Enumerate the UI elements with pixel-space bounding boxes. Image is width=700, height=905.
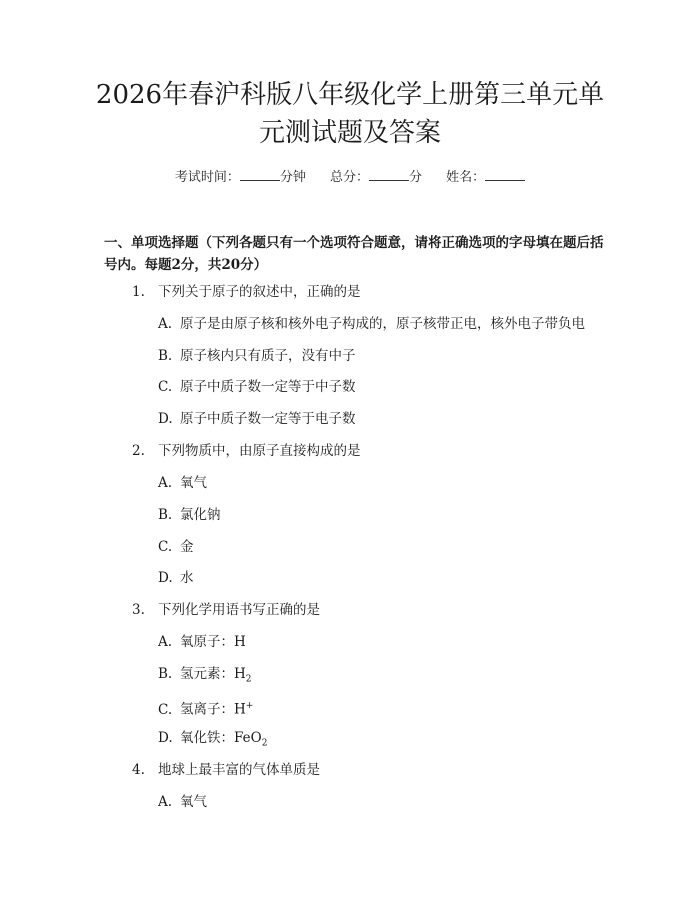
option-letter: A. — [158, 634, 173, 650]
exam-time-label: 考试时间： — [174, 170, 240, 185]
option-text: 原子中质子数一定等于电子数 — [180, 411, 356, 427]
option-letter: A. — [158, 475, 173, 491]
option-letter: C. — [158, 539, 173, 555]
option-letter: D. — [158, 411, 173, 427]
formula-subscript: 2 — [261, 738, 268, 749]
total-score-field — [330, 168, 422, 188]
total-score-unit: 分 — [409, 170, 423, 185]
question-1-option-d — [158, 409, 356, 429]
chemical-formula: H — [234, 666, 246, 682]
option-letter: B. — [158, 507, 173, 523]
option-text: 氧气 — [180, 794, 207, 810]
option-label: 氢元素： — [180, 666, 234, 682]
question-number: 1. — [132, 284, 145, 300]
question-text: 地球上最丰富的气体单质是 — [158, 762, 320, 778]
question-1-option-a — [158, 314, 585, 334]
option-text: 原子核内只有质子，没有中子 — [180, 348, 356, 364]
total-score-blank[interactable] — [369, 168, 409, 181]
exam-time-unit: 分钟 — [279, 170, 306, 185]
question-1-option-c — [158, 377, 356, 397]
student-name-label: 姓名： — [446, 170, 486, 185]
question-2-option-d — [158, 568, 194, 588]
exam-time-blank[interactable] — [240, 168, 280, 181]
question-2-option-c — [158, 537, 194, 557]
option-text: 金 — [180, 539, 194, 555]
option-letter: A. — [158, 316, 173, 332]
student-name-blank[interactable] — [485, 168, 525, 181]
question-2-option-a — [158, 473, 207, 493]
option-text: 水 — [180, 570, 194, 586]
option-label: 氢离子： — [180, 701, 234, 718]
option-letter: B. — [158, 348, 173, 364]
question-number: 3. — [132, 602, 145, 618]
option-letter: B. — [158, 666, 173, 682]
question-1-option-b — [158, 346, 356, 366]
option-label: 氧化铁： — [180, 730, 234, 746]
section-heading-single-choice: 一、单项选择题（下列各题只有一个选项符合题意，请将正确选项的字母填在题后括号内。每题2分，共20分） — [104, 235, 604, 273]
option-letter: D. — [158, 730, 173, 746]
option-letter: A. — [158, 794, 173, 810]
option-text: 原子是由原子核和核外电子构成的，原子核带正电，核外电子带负电 — [180, 316, 585, 332]
question-3-option-c — [158, 696, 253, 720]
option-text: 氧气 — [180, 475, 207, 491]
question-2 — [132, 441, 361, 461]
formula-subscript: 2 — [245, 674, 252, 685]
total-score-label: 总分： — [329, 170, 369, 185]
exam-meta-line — [0, 168, 700, 188]
option-label: 氧原子： — [180, 634, 234, 650]
document-title: 2026年春沪科版八年级化学上册第三单元单元测试题及答案 — [95, 80, 605, 148]
chemical-formula: H — [234, 701, 246, 718]
question-4 — [132, 760, 320, 780]
chemical-formula: H — [234, 634, 246, 650]
chemical-formula: FeO — [234, 730, 262, 746]
question-number: 2. — [132, 443, 145, 459]
question-number: 4. — [132, 762, 145, 778]
question-text: 下列化学用语书写正确的是 — [158, 602, 320, 618]
question-3-option-b — [158, 664, 252, 690]
option-text: 原子中质子数一定等于中子数 — [180, 379, 356, 395]
exam-time-field — [175, 168, 306, 188]
option-letter: C. — [158, 379, 173, 395]
question-1 — [132, 282, 361, 302]
question-text: 下列物质中，由原子直接构成的是 — [158, 443, 361, 459]
student-name-field — [446, 168, 525, 188]
question-2-option-b — [158, 505, 221, 525]
option-letter: D. — [158, 570, 173, 586]
formula-superscript: + — [245, 701, 254, 711]
option-text: 氯化钠 — [180, 507, 221, 523]
question-4-option-a — [158, 792, 207, 812]
question-3-option-a — [158, 632, 246, 652]
question-3-option-d — [158, 728, 267, 754]
question-text: 下列关于原子的叙述中，正确的是 — [158, 284, 361, 300]
option-letter: C. — [158, 701, 173, 718]
question-3 — [132, 600, 320, 620]
